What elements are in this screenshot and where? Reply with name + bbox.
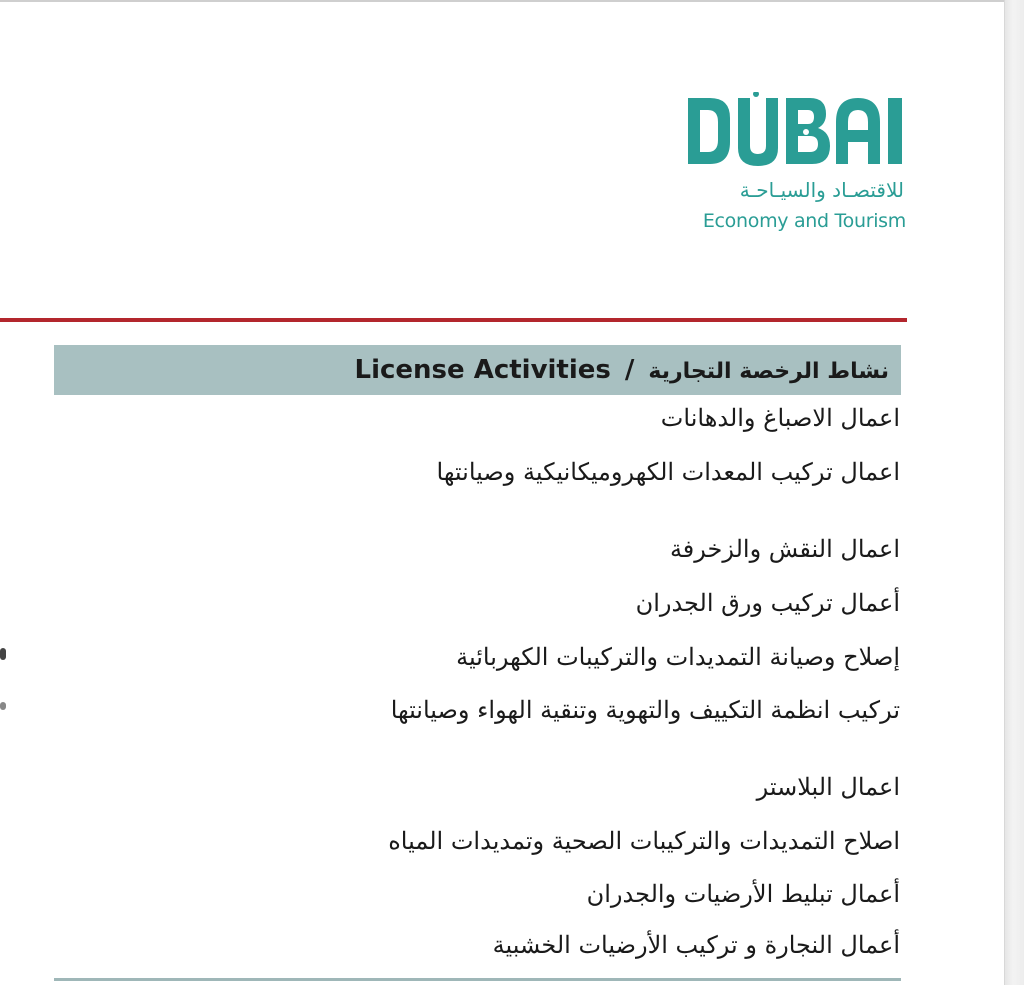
cropped-text-fragment <box>0 648 6 660</box>
bottom-divider <box>54 978 901 981</box>
activity-item: أعمال تركيب ورق الجدران <box>635 589 900 617</box>
activity-item: اعمال البلاستر <box>756 773 900 801</box>
logo-arabic-tagline: للاقتصـاد والسيـاحـة <box>739 178 904 202</box>
activity-item: إصلاح وصيانة التمديدات والتركيبات الكهربائية <box>456 643 900 671</box>
cropped-text-fragment <box>0 702 6 710</box>
page-right-edge <box>1004 0 1024 985</box>
activity-item: أعمال تبليط الأرضيات والجدران <box>586 880 900 908</box>
activity-item: اعمال تركيب المعدات الكهروميكانيكية وصيانتها <box>436 458 900 486</box>
activity-item: اعمال النقش والزخرفة <box>669 535 900 563</box>
activity-item: أعمال النجارة و تركيب الأرضيات الخشبية <box>492 931 900 959</box>
section-title-en: License Activities <box>354 355 611 385</box>
logo-english-tagline: Economy and Tourism <box>702 210 906 232</box>
activity-item: اصلاح التمديدات والتركيبات الصحية وتمديدات المياه <box>388 827 900 855</box>
activity-item: تركيب انظمة التكييف والتهوية وتنقية الهواء وصيانتها <box>390 696 900 724</box>
section-title-ar: نشاط الرخصة التجارية <box>648 359 889 384</box>
activity-item: اعمال الاصباغ والدهانات <box>660 404 900 432</box>
section-title-separator: / <box>624 355 635 385</box>
